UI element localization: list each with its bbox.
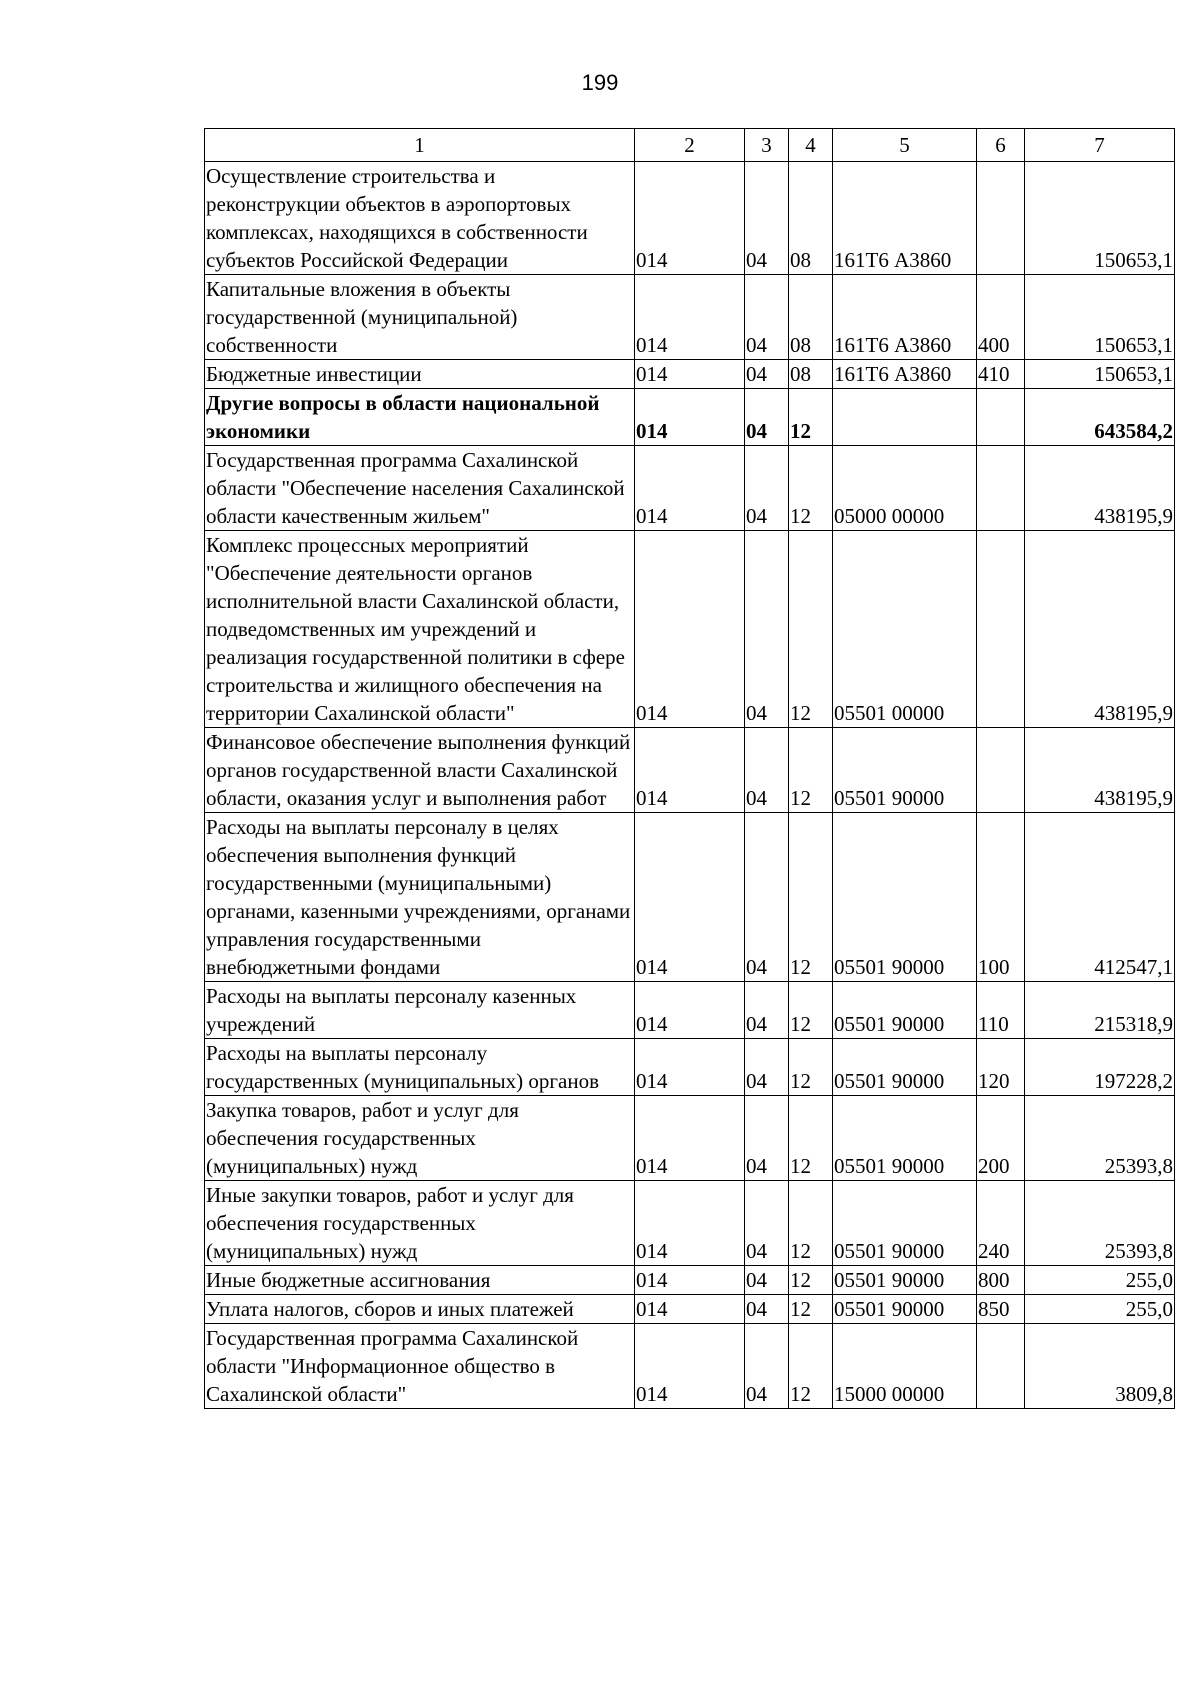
table-row [205, 389, 1175, 446]
subsection-code-cell: 12 [789, 982, 833, 1039]
subsection-code-cell: 12 [789, 1096, 833, 1181]
target-item-cell [833, 389, 977, 446]
expense-type-cell: 410 [977, 360, 1025, 389]
section-code-cell: 04 [745, 813, 789, 982]
admin-code-cell: 014 [635, 531, 745, 728]
target-item-cell: 161Т6 А3860 [833, 360, 977, 389]
amount-cell: 438195,9 [1025, 446, 1175, 531]
expense-type-cell: 400 [977, 275, 1025, 360]
admin-code-cell: 014 [635, 446, 745, 531]
amount-cell: 3809,8 [1025, 1324, 1175, 1409]
admin-code-cell: 014 [635, 1039, 745, 1096]
row-name-cell: Капитальные вложения в объекты государственной (муниципальной) собственности [205, 275, 635, 360]
amount-cell: 150653,1 [1025, 360, 1175, 389]
target-item-cell: 161Т6 А3860 [833, 162, 977, 275]
column-header: 5 [833, 129, 977, 162]
subsection-code-cell: 12 [789, 446, 833, 531]
table-row [205, 728, 1175, 813]
section-code-cell: 04 [745, 275, 789, 360]
section-code-cell: 04 [745, 446, 789, 531]
column-header: 3 [745, 129, 789, 162]
subsection-code-cell: 08 [789, 275, 833, 360]
target-item-cell: 05501 90000 [833, 982, 977, 1039]
column-header: 6 [977, 129, 1025, 162]
row-name-cell: Уплата налогов, сборов и иных платежей [205, 1295, 635, 1324]
amount-cell: 25393,8 [1025, 1096, 1175, 1181]
expense-type-cell [977, 389, 1025, 446]
expense-type-cell: 800 [977, 1266, 1025, 1295]
row-name-cell: Другие вопросы в области национальной экономики [205, 389, 635, 446]
admin-code-cell: 014 [635, 1295, 745, 1324]
subsection-code-cell: 08 [789, 162, 833, 275]
subsection-code-cell: 12 [789, 389, 833, 446]
page-number: 199 [581, 70, 619, 95]
row-name-cell: Иные закупки товаров, работ и услуг для обеспечения государственных (муниципальных) нужд [205, 1181, 635, 1266]
expense-type-cell: 110 [977, 982, 1025, 1039]
section-code-cell: 04 [745, 982, 789, 1039]
section-code-cell: 04 [745, 1266, 789, 1295]
section-code-cell: 04 [745, 360, 789, 389]
section-code-cell: 04 [745, 1324, 789, 1409]
table-row [205, 1181, 1175, 1266]
column-header: 1 [205, 129, 635, 162]
admin-code-cell: 014 [635, 162, 745, 275]
table-row [205, 275, 1175, 360]
target-item-cell: 05501 90000 [833, 728, 977, 813]
table-row [205, 1324, 1175, 1409]
column-header: 4 [789, 129, 833, 162]
row-name-cell: Комплекс процессных мероприятий "Обеспечение деятельности органов исполнительной власти Сахалинской области, подведомственных им учреждений и реализация государственной политики в сфере строительства и жилищного обеспечения на территории Сахалинской области" [205, 531, 635, 728]
amount-cell: 215318,9 [1025, 982, 1175, 1039]
subsection-code-cell: 12 [789, 728, 833, 813]
subsection-code-cell: 12 [789, 1324, 833, 1409]
section-code-cell: 04 [745, 1295, 789, 1324]
row-name-cell: Осуществление строительства и реконструкции объектов в аэропортовых комплексах, находящихся в собственности субъектов Российской Федерации [205, 162, 635, 275]
admin-code-cell: 014 [635, 982, 745, 1039]
target-item-cell: 05501 90000 [833, 813, 977, 982]
expense-type-cell: 120 [977, 1039, 1025, 1096]
table-row [205, 162, 1175, 275]
row-name-cell: Государственная программа Сахалинской области "Обеспечение населения Сахалинской области качественным жильем" [205, 446, 635, 531]
target-item-cell: 05501 90000 [833, 1295, 977, 1324]
expense-type-cell: 100 [977, 813, 1025, 982]
admin-code-cell: 014 [635, 389, 745, 446]
target-item-cell: 05501 90000 [833, 1096, 977, 1181]
amount-cell: 197228,2 [1025, 1039, 1175, 1096]
column-header: 7 [1025, 129, 1175, 162]
target-item-cell: 05501 90000 [833, 1039, 977, 1096]
subsection-code-cell: 12 [789, 1266, 833, 1295]
header-row [205, 129, 1175, 162]
target-item-cell: 15000 00000 [833, 1324, 977, 1409]
expense-type-cell: 850 [977, 1295, 1025, 1324]
amount-cell: 643584,2 [1025, 389, 1175, 446]
table-row [205, 1295, 1175, 1324]
amount-cell: 150653,1 [1025, 162, 1175, 275]
amount-cell: 150653,1 [1025, 275, 1175, 360]
admin-code-cell: 014 [635, 1324, 745, 1409]
table-row [205, 1039, 1175, 1096]
expense-type-cell [977, 728, 1025, 813]
row-name-cell: Расходы на выплаты персоналу государственных (муниципальных) органов [205, 1039, 635, 1096]
expense-type-cell [977, 531, 1025, 728]
section-code-cell: 04 [745, 531, 789, 728]
table-row [205, 360, 1175, 389]
admin-code-cell: 014 [635, 813, 745, 982]
expense-type-cell [977, 162, 1025, 275]
subsection-code-cell: 12 [789, 1181, 833, 1266]
subsection-code-cell: 12 [789, 813, 833, 982]
subsection-code-cell: 08 [789, 360, 833, 389]
row-name-cell: Закупка товаров, работ и услуг для обеспечения государственных (муниципальных) нужд [205, 1096, 635, 1181]
amount-cell: 25393,8 [1025, 1181, 1175, 1266]
expense-type-cell [977, 1324, 1025, 1409]
section-code-cell: 04 [745, 162, 789, 275]
expense-type-cell: 200 [977, 1096, 1025, 1181]
row-name-cell: Иные бюджетные ассигнования [205, 1266, 635, 1295]
section-code-cell: 04 [745, 728, 789, 813]
amount-cell: 255,0 [1025, 1266, 1175, 1295]
row-name-cell: Расходы на выплаты персоналу в целях обеспечения выполнения функций государственными (муниципальными) органами, казенными учреждениями, органами управления государственными внебюджетными фондами [205, 813, 635, 982]
table-row [205, 1096, 1175, 1181]
admin-code-cell: 014 [635, 360, 745, 389]
amount-cell: 255,0 [1025, 1295, 1175, 1324]
target-item-cell: 05501 00000 [833, 531, 977, 728]
subsection-code-cell: 12 [789, 531, 833, 728]
admin-code-cell: 014 [635, 1266, 745, 1295]
admin-code-cell: 014 [635, 275, 745, 360]
subsection-code-cell: 12 [789, 1295, 833, 1324]
admin-code-cell: 014 [635, 1096, 745, 1181]
table-row [205, 813, 1175, 982]
target-item-cell: 161Т6 А3860 [833, 275, 977, 360]
section-code-cell: 04 [745, 1039, 789, 1096]
amount-cell: 412547,1 [1025, 813, 1175, 982]
table-row [205, 531, 1175, 728]
row-name-cell: Расходы на выплаты персоналу казенных учреждений [205, 982, 635, 1039]
section-code-cell: 04 [745, 1181, 789, 1266]
expense-type-cell: 240 [977, 1181, 1025, 1266]
row-name-cell: Государственная программа Сахалинской области "Информационное общество в Сахалинской области" [205, 1324, 635, 1409]
section-code-cell: 04 [745, 389, 789, 446]
admin-code-cell: 014 [635, 728, 745, 813]
expense-type-cell [977, 446, 1025, 531]
target-item-cell: 05000 00000 [833, 446, 977, 531]
budget-table [204, 128, 1175, 1409]
row-name-cell: Бюджетные инвестиции [205, 360, 635, 389]
row-name-cell: Финансовое обеспечение выполнения функций органов государственной власти Сахалинской области, оказания услуг и выполнения работ [205, 728, 635, 813]
target-item-cell: 05501 90000 [833, 1266, 977, 1295]
section-code-cell: 04 [745, 1096, 789, 1181]
subsection-code-cell: 12 [789, 1039, 833, 1096]
amount-cell: 438195,9 [1025, 728, 1175, 813]
amount-cell: 438195,9 [1025, 531, 1175, 728]
target-item-cell: 05501 90000 [833, 1181, 977, 1266]
admin-code-cell: 014 [635, 1181, 745, 1266]
table-row [205, 446, 1175, 531]
table-row [205, 1266, 1175, 1295]
table-row [205, 982, 1175, 1039]
column-header: 2 [635, 129, 745, 162]
